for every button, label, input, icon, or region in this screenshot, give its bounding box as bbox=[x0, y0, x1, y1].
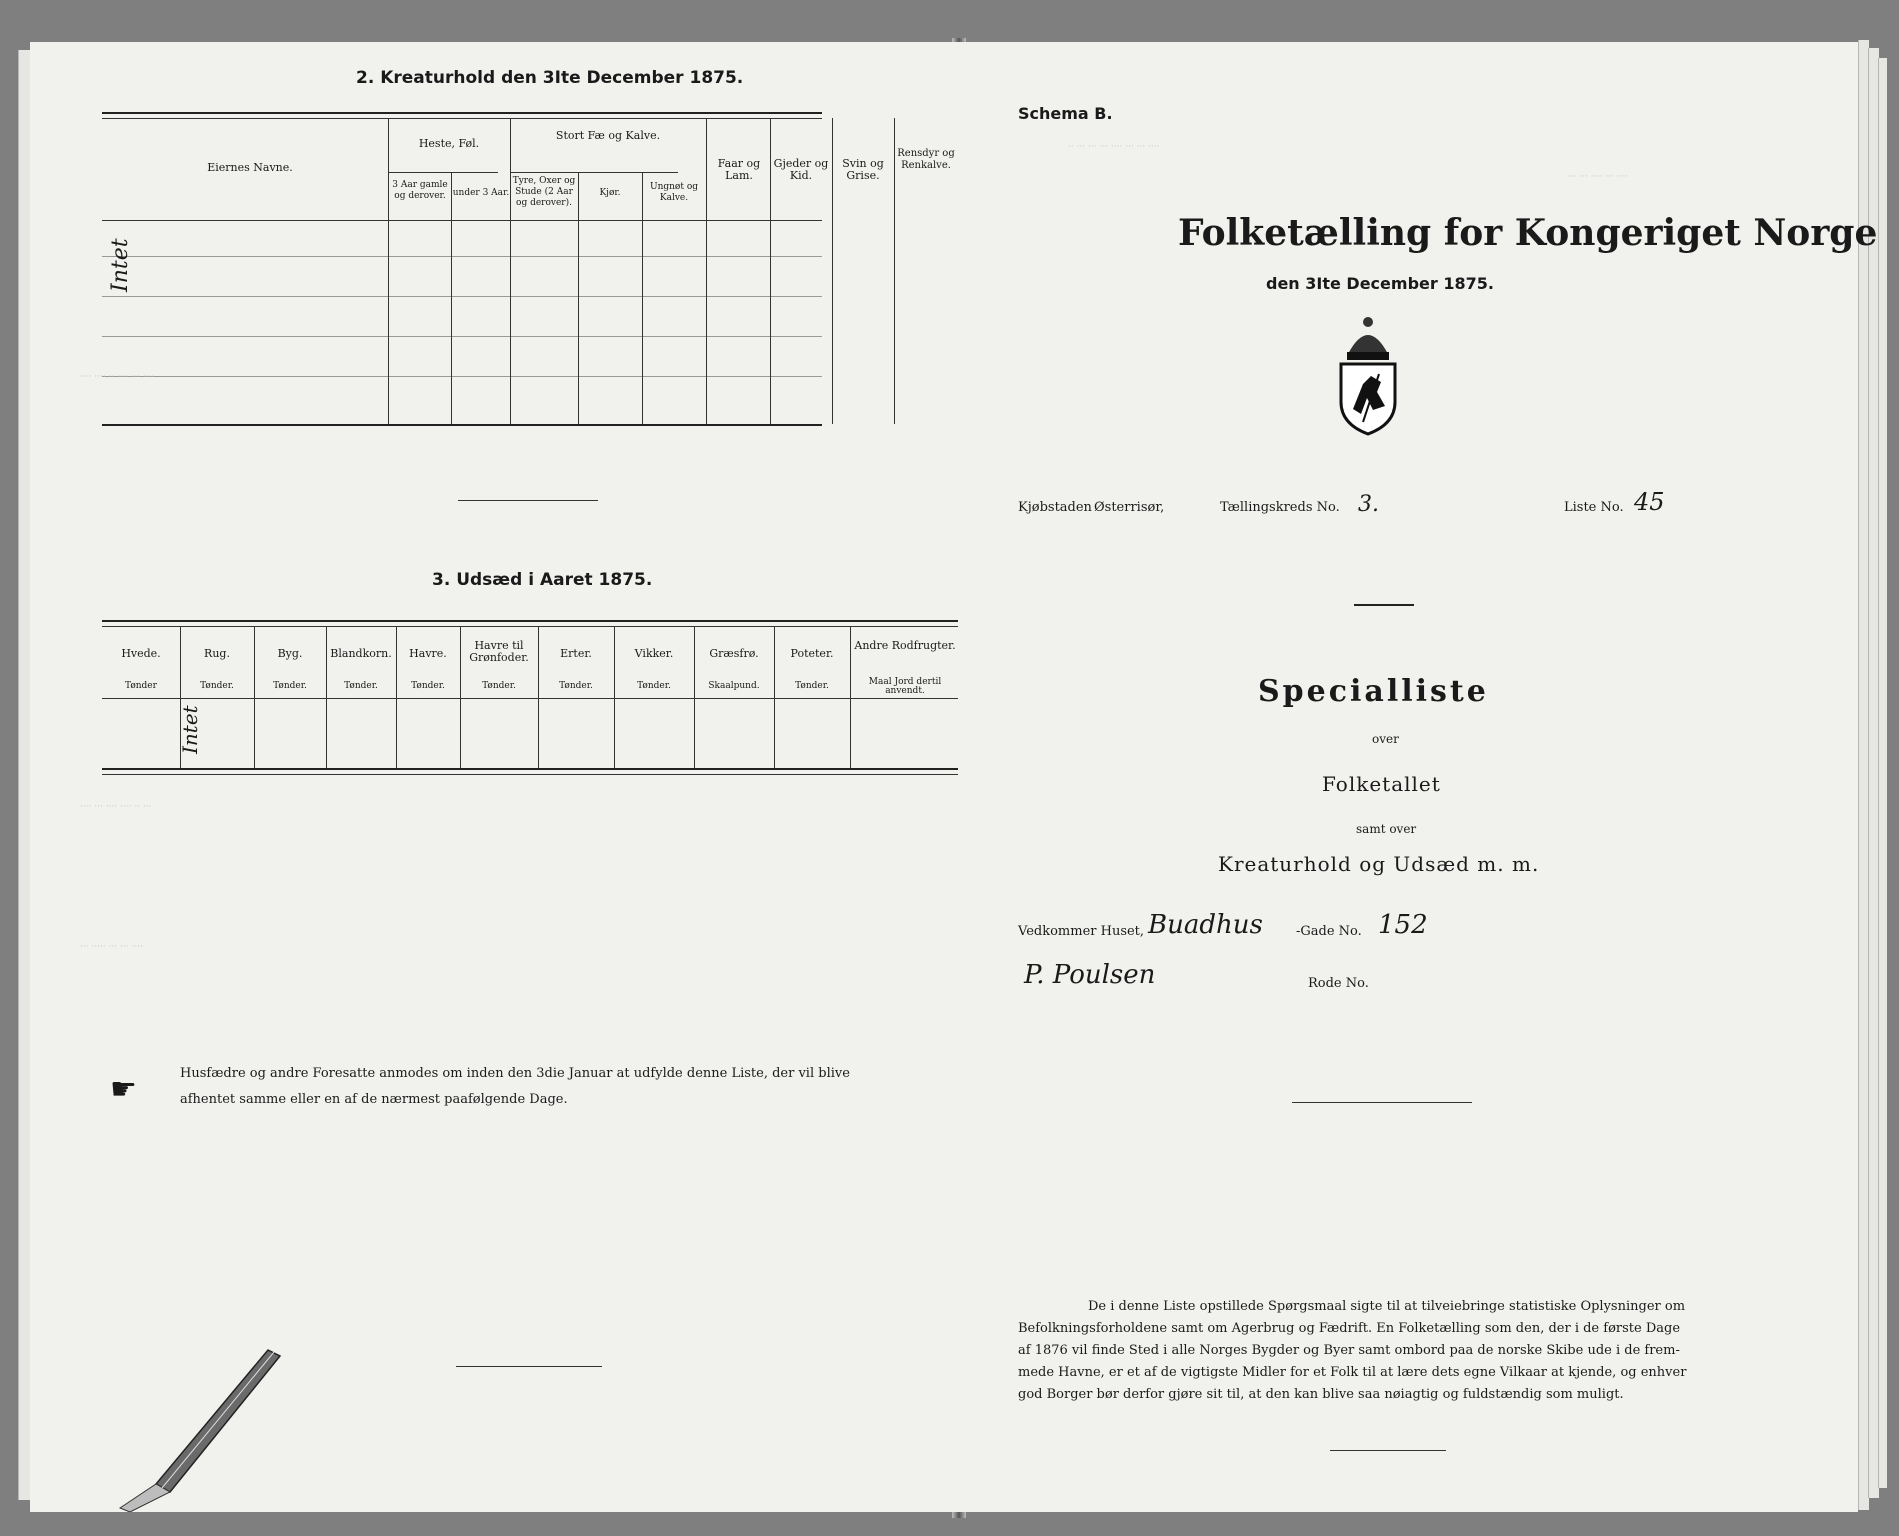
kreds-label: Tællingskreds No. bbox=[1220, 500, 1340, 515]
main-title: Folketælling for Kongeriget Norge bbox=[1178, 212, 1878, 254]
kreaturhold-text: Kreaturhold og Udsæd m. m. bbox=[1218, 852, 1540, 876]
page-edge bbox=[1878, 58, 1887, 1488]
coat-of-arms-icon bbox=[1333, 314, 1403, 436]
header-pigs: Svin og Grise. bbox=[842, 157, 884, 182]
paragraph-line: mede Havne, er et af de vigtigste Midler for et Folk til at lære dets egne Vilkaar at kjende, og enhver bbox=[1018, 1365, 1687, 1380]
header-horses-3yr: 3 Aar gamle og derover. bbox=[392, 180, 448, 201]
section2-title: 2. Kreaturhold den 3Ite December 1875. bbox=[356, 68, 744, 88]
handwriting-none-livestock: Intet bbox=[108, 238, 133, 292]
seed-column-unit: Tønder. bbox=[344, 681, 378, 691]
liste-label: Liste No. bbox=[1564, 500, 1624, 515]
right-page: Schema B. ·· ··· ··· ··· ···· ··· ··· ···· ··· ··· ···· ··· ···· Folketælling for Kongeriget Norge den 3Ite December 1875. Kjøbstaden Østerrisør, Tællingskreds No. 3. Liste No. 45 Specialliste over Folketallet samt over Kreaturhold og Udsæd m. m. Vedkommer Huset, Buadhus -Gade No. 152 P. Poulsen Rode No. De i denne Liste opstillede Spørgsmaal sigte til at tilveiebringe statistiske Oplysninger om Befolkningsforholdene samt om Agerbrug og Fædrift. En Folketælling som den, der i de første Dage af 1876 vil finde Sted i alle Norges Bygder og Byer samt ombord paa de norske Skibe ude i de frem- mede Havne, er et af de vigtigste Midler for et Folk til at lære dets egne Vilkaar at kjende, og enhver god Borger bør derfor gjøre sit til, at den kan blive saa nøiagtig og fuldstændig som muligt. bbox=[958, 42, 1858, 1512]
seed-column-header: Byg. bbox=[277, 647, 303, 660]
samt-over-text: samt over bbox=[1356, 822, 1417, 836]
header-horses: Heste, Føl. bbox=[418, 137, 480, 150]
header-cows: Kjør. bbox=[599, 188, 621, 198]
pen-icon bbox=[90, 1342, 290, 1512]
seed-column-header: Rug. bbox=[204, 647, 230, 660]
seed-column-header: Vikker. bbox=[634, 647, 674, 660]
handwriting-none-seeds: Intet bbox=[178, 705, 202, 754]
seed-column-unit: Maal Jord dertil anvendt. bbox=[868, 677, 942, 696]
seed-column-unit: Skaalpund. bbox=[708, 681, 760, 691]
header-goats: Gjeder og Kid. bbox=[773, 157, 829, 182]
seed-column-unit: Tønder. bbox=[200, 681, 234, 691]
seed-column-unit: Tønder. bbox=[637, 681, 671, 691]
over-text-1: over bbox=[1372, 732, 1399, 746]
seed-column-unit: Tønder. bbox=[795, 681, 829, 691]
specialliste-title: Specialliste bbox=[1258, 674, 1489, 709]
kreds-value: 3. bbox=[1358, 492, 1379, 517]
house-name: Buadhus bbox=[1148, 910, 1263, 940]
seed-column-unit: Tønder bbox=[125, 681, 157, 691]
kjobstaden-label: Kjøbstaden bbox=[1018, 500, 1092, 515]
gade-label: -Gade No. bbox=[1296, 924, 1362, 939]
seed-column-header: Erter. bbox=[560, 647, 592, 660]
kjobstaden-value: Østerrisør, bbox=[1094, 500, 1165, 515]
folketallet-text: Folketallet bbox=[1322, 772, 1441, 796]
seed-column-header: Andre Rodfrugter. bbox=[854, 639, 956, 652]
paragraph-line: god Borger bør derfor gjøre sit til, at den kan blive saa nøiagtig og fuldstændig som muligt. bbox=[1018, 1387, 1624, 1402]
vedkommer-label: Vedkommer Huset, bbox=[1018, 924, 1145, 939]
seed-column-header: Poteter. bbox=[790, 647, 834, 660]
seed-column-header: Hvede. bbox=[121, 647, 161, 660]
notice-line-1: Husfædre og andre Foresatte anmodes om inden den 3die Januar at udfylde denne Liste, der vil blive bbox=[180, 1066, 850, 1081]
paragraph-line: De i denne Liste opstillede Spørgsmaal sigte til at tilveiebringe statistiske Oplysninger om bbox=[1088, 1299, 1686, 1314]
seed-column-unit: Tønder. bbox=[273, 681, 307, 691]
header-bulls: Tyre, Oxer og Stude (2 Aar og derover). bbox=[512, 176, 576, 208]
header-reindeer: Rensdyr og Renkalve. bbox=[897, 148, 955, 171]
seed-column-unit: Tønder. bbox=[411, 681, 445, 691]
notice-line-2: afhentet samme eller en af de nærmest paafølgende Dage. bbox=[180, 1092, 568, 1107]
paragraph-line: Befolkningsforholdene samt om Agerbrug og Fædrift. En Folketælling som den, der i de første Dage bbox=[1018, 1321, 1681, 1336]
header-sheep: Faar og Lam. bbox=[717, 157, 761, 182]
header-horses-under3: under 3 Aar. bbox=[452, 188, 510, 198]
seed-column-header: Græsfrø. bbox=[709, 647, 759, 660]
gade-value: 152 bbox=[1378, 910, 1428, 940]
schema-label: Schema B. bbox=[1018, 104, 1113, 123]
seed-column-unit: Tønder. bbox=[482, 681, 516, 691]
header-young-cattle: Ungnøt og Kalve. bbox=[649, 182, 698, 203]
left-page: 2. Kreaturhold den 3Ite December 1875. Eiernes Navne. Heste, Føl. 3 Aar gamle og derover. under 3 Aar. Stort Fæ og Kalve. Tyre, Oxer og Stude (2 Aar og derover). Kjør. Ungnøt og Kalve. Faar og Lam. Gjeder og Kid. Svin og Grise. Rensdyr og Renkalve. Intet 3. Udsæd i Aaret 1875. Hvede. Tønder Rug. Tønder. Byg. Tønder. Blandkorn. Tønder. Havre. Tønder. Havre til Grønfoder. Tønder. Erter. Tønder. Vikker. Tønder. Græsfrø. Skaalpund. Poteter. Tønder. Andre Rodfrugter. Maal Jord dertil anvendt. Intet ···· ···· ·· ···· ··· ···· ···· ··· ···· ···· ·· ··· ··· ····· ··· ··· ···· ☛ Husfædre og andre Foresatte anmodes om inden den 3die Januar at udfylde denne Liste, der vil blive afhentet samme eller en af de nærmest paafølgende Dage. bbox=[30, 42, 960, 1512]
info-paragraph bbox=[1018, 1296, 1828, 1406]
rode-label: Rode No. bbox=[1308, 976, 1369, 991]
seed-column-header: Blandkorn. bbox=[330, 647, 392, 660]
paragraph-line: af 1876 vil finde Sted i alle Norges Bygder og Byer samt ombord paa de norske Skibe ude i de frem- bbox=[1018, 1343, 1680, 1358]
header-owner-names: Eiernes Navne. bbox=[207, 161, 293, 174]
header-cattle: Stort Fæ og Kalve. bbox=[555, 129, 661, 142]
seed-column-header: Havre til Grønfoder. bbox=[469, 639, 529, 664]
owner-name: P. Poulsen bbox=[1024, 960, 1156, 990]
subtitle-date: den 3Ite December 1875. bbox=[1266, 274, 1494, 293]
pointing-hand-icon: ☛ bbox=[110, 1072, 137, 1107]
seed-column-unit: Tønder. bbox=[559, 681, 593, 691]
section3-title: 3. Udsæd i Aaret 1875. bbox=[432, 570, 653, 590]
liste-value: 45 bbox=[1634, 488, 1665, 516]
seed-column-header: Havre. bbox=[409, 647, 447, 660]
